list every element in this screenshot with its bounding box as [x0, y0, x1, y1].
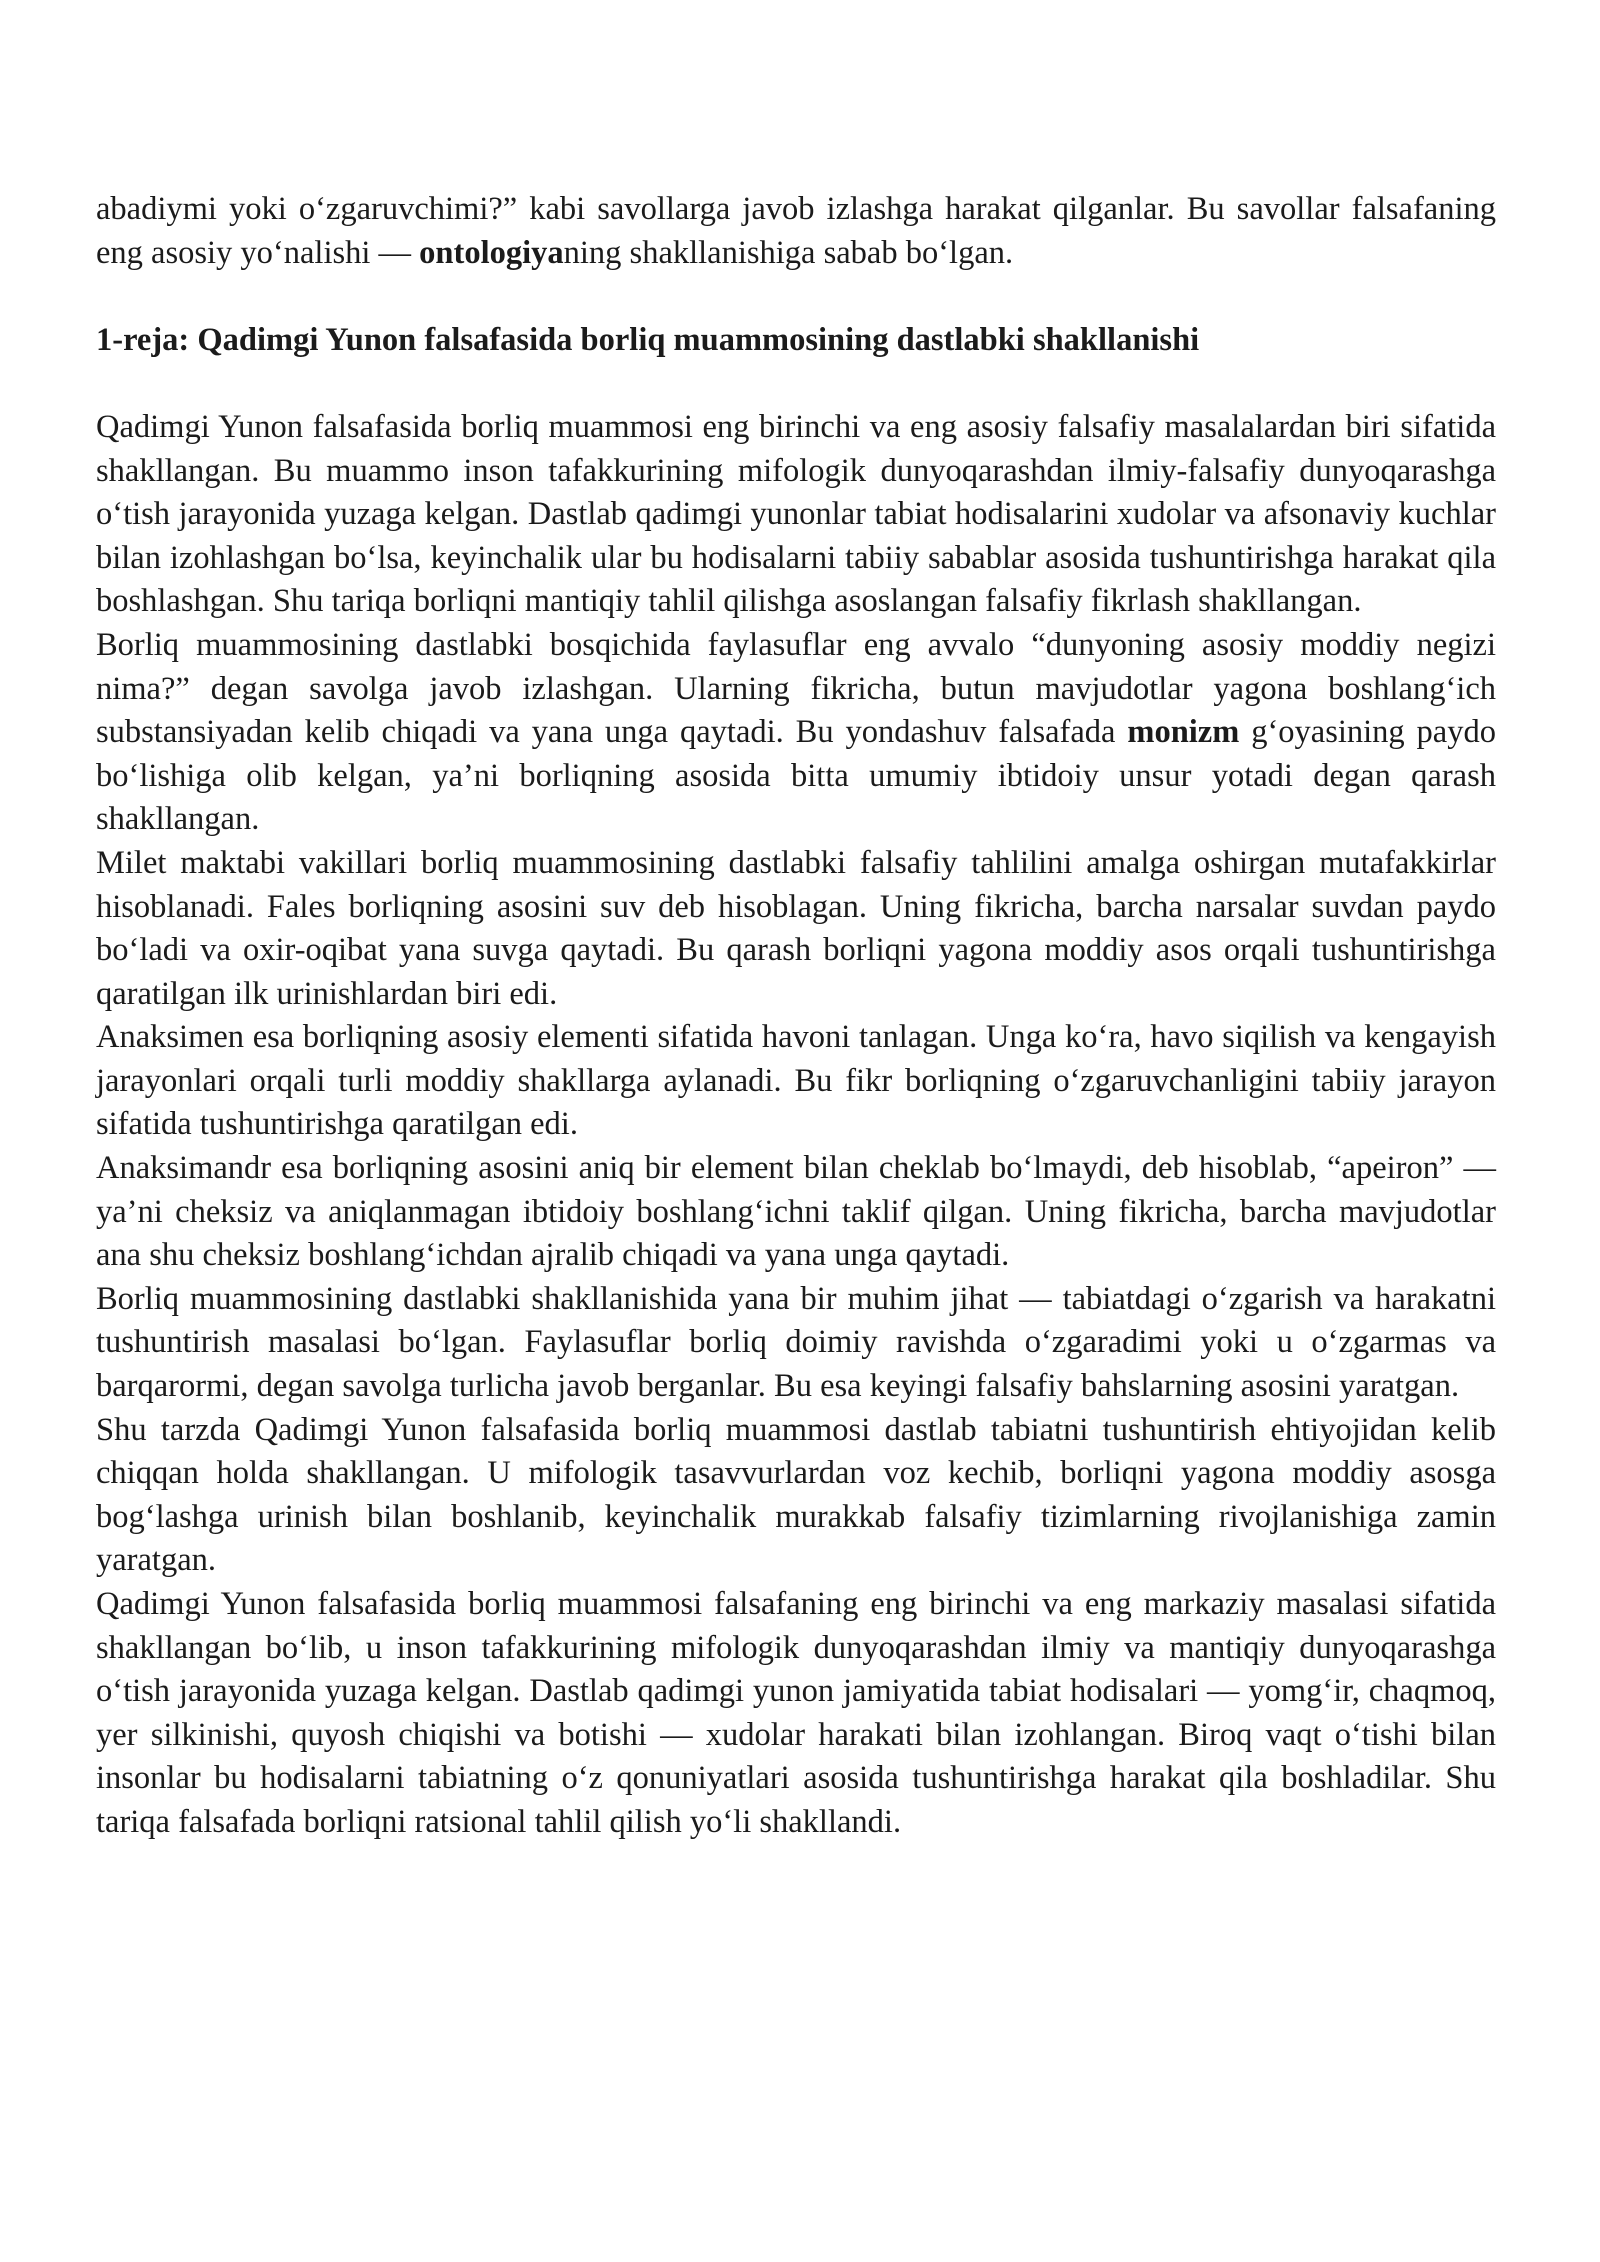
paragraph-8: Qadimgi Yunon falsafasida borliq muammosi falsafaning eng birinchi va eng markaziy masalasi sifatida shakllangan bo‘lib, u inson tafakkurining mifologik dunyoqarashdan ilmiy va mantiqiy dunyoqarashga o‘tish jarayonida yuzaga kelgan. Dastlab qadimgi yunon jamiyatida tabiat hodisalari — yomg‘ir, chaqmoq, yer silkinishi, quyosh chiqishi va botishi — xudolar harakati bilan izohlangan. Biroq vaqt o‘tishi bilan insonlar bu hodisalarni tabiatning o‘z qonuniyatlari asosida tushuntirishga harakat qila boshladilar. Shu tariqa falsafada borliqni ratsional tahlil qilish yo‘li shakllandi.: [96, 1586, 1496, 1840]
term-ontologiya: ontologiya: [419, 234, 564, 271]
section-heading: 1-reja: Qadimgi Yunon falsafasida borliq muammosining dastlabki shakllanishi: [96, 321, 1200, 358]
paragraph-3: Milet maktabi vakillari borliq muammosining dastlabki falsafiy tahlilini amalga oshirgan mutafakkirlar hisoblanadi. Fales borliqning asosini suv deb hisoblagan. Uning fikricha, barcha narsalar suvdan paydo bo‘ladi va oxir-oqibat yana suvga qaytadi. Bu qarash borliqni yagona moddiy asos orqali tushuntirishga qaratilgan ilk urinishlardan biri edi.: [96, 844, 1496, 1012]
intro-text-end: ning shakllanishiga sabab bo‘lgan.: [563, 234, 1014, 271]
term-monizm: monizm: [1127, 714, 1240, 751]
intro-paragraph: [96, 188, 1496, 275]
paragraph-2-text-start: Borliq muammosining dastlabki bosqichida faylasuflar eng avvalo “dunyoning asosiy moddiy negizi nima?” degan savolga javob izlashgan. Ularning fikricha, butun mavjudotlar yagona boshlang‘ich substansiyadan kelib chiqadi va yana unga qaytadi. Bu yondashuv falsafada: [96, 626, 1496, 751]
intro-text-start: abadiymi yoki o‘zgaruvchimi?” kabi savollarga javob izlashga harakat qilganlar. Bu savollar falsafaning eng asosiy yo‘nalishi —: [96, 191, 1496, 271]
paragraph-4: Anaksimen esa borliqning asosiy elementi sifatida havoni tanlagan. Unga ko‘ra, havo siqilish va kengayish jarayonlari orqali turli moddiy shakllarga aylanadi. Bu fikr borliqning o‘zgaruvchanligini tabiiy jarayon sifatida tushuntirishga qaratilgan edi.: [96, 1019, 1496, 1143]
paragraph-1: Qadimgi Yunon falsafasida borliq muammosi eng birinchi va eng asosiy falsafiy masalalardan biri sifatida shakllangan. Bu muammo inson tafakkurining mifologik dunyoqarashdan ilmiy-falsafiy dunyoqarashga o‘tish jarayonida yuzaga kelgan. Dastlab qadimgi yunonlar tabiat hodisalarini xudolar va afsonaviy kuchlar bilan izohlashgan bo‘lsa, keyinchalik ular bu hodisalarni tabiiy sabablar asosida tushuntirishga harakat qila boshlashgan. Shu tariqa borliqni mantiqiy tahlil qilishga asoslangan falsafiy fikrlash shakllangan.: [96, 408, 1496, 620]
paragraph-5: Anaksimandr esa borliqning asosini aniq bir element bilan cheklab bo‘lmaydi, deb hisoblab, “apeiron” — ya’ni cheksiz va aniqlanmagan ibtidoiy boshlang‘ichni taklif qilgan. Uning fikricha, barcha mavjudotlar ana shu cheksiz boshlang‘ichdan ajralib chiqadi va yana unga qaytadi.: [96, 1150, 1496, 1274]
paragraph-2: [96, 624, 1496, 842]
paragraph-6: Borliq muammosining dastlabki shakllanishida yana bir muhim jihat — tabiatdagi o‘zgarish va harakatni tushuntirish masalasi bo‘lgan. Faylasuflar borliq doimiy ravishda o‘zgaradimi yoki u o‘zgarmas va barqarormi, degan savolga turlicha javob berganlar. Bu esa keyingi falsafiy bahslarning asosini yaratgan.: [96, 1280, 1496, 1405]
paragraph-2-text-end: g‘oyasining paydo bo‘lishiga olib kelgan, ya’ni borliqning asosida bitta umumiy ibtidoiy unsur yotadi degan qarash shakllangan.: [96, 714, 1496, 838]
document-page: [96, 188, 1496, 1845]
paragraph-7: Shu tarzda Qadimgi Yunon falsafasida borliq muammosi dastlab tabiatni tushuntirish ehtiyojidan kelib chiqqan holda shakllangan. U mifologik tasavvurlardan voz kechib, borliqni yagona moddiy asosga bog‘lashga urinish bilan boshlanib, keyinchalik murakkab falsafiy tizimlarning rivojlanishiga zamin yaratgan.: [96, 1411, 1496, 1579]
